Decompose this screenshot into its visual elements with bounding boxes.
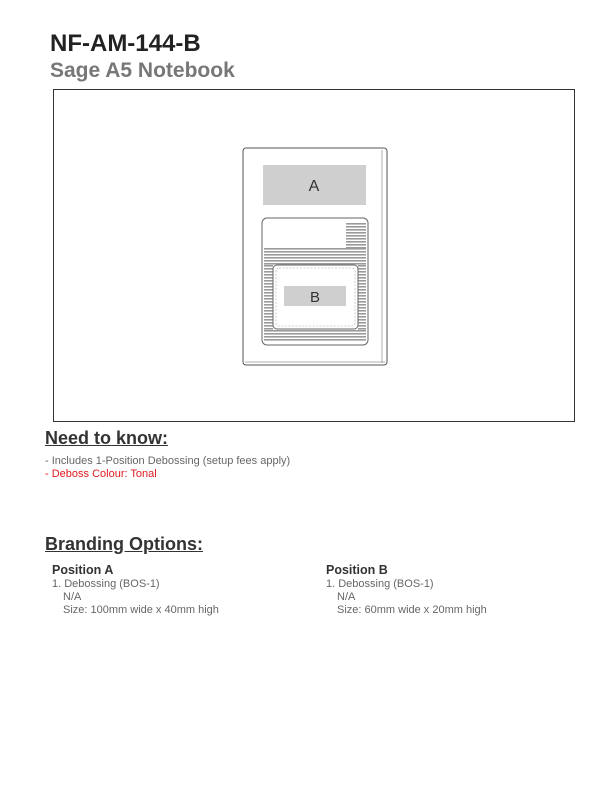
stripe-line [264, 333, 366, 335]
stripe-line [346, 244, 366, 246]
stripe-line [346, 235, 366, 237]
stripe-line [346, 229, 366, 231]
stripe-line [358, 271, 366, 273]
position-a-title: Position A [52, 563, 114, 577]
position-a-value: N/A [63, 591, 82, 603]
need-to-know-heading: Need to know: [45, 428, 169, 448]
note-debossing: - Includes 1-Position Debossing (setup fees apply) [45, 455, 291, 467]
branding-options-heading: Branding Options: [45, 534, 203, 554]
stripe-line [264, 304, 273, 306]
stripe-line [358, 310, 366, 312]
stripe-line [358, 274, 366, 276]
position-a-details [52, 563, 219, 617]
stripe-line [358, 325, 366, 327]
stripe-line [264, 283, 273, 285]
stripe-line [264, 301, 273, 303]
stripe-line [264, 330, 366, 332]
stripe-line [264, 322, 273, 324]
stripe-line [264, 263, 366, 265]
stripe-line [264, 319, 273, 321]
position-b-title: Position B [326, 563, 388, 577]
stripe-line [358, 268, 366, 270]
position-b-label: B [309, 289, 321, 306]
stripe-line [346, 226, 366, 228]
stripe-line [264, 289, 273, 291]
stripe-line [264, 254, 366, 256]
position-a-label: A [308, 178, 320, 195]
stripe-line [358, 292, 366, 294]
notebook-illustration [54, 90, 576, 423]
position-b-method: 1. Debossing (BOS-1) [326, 578, 434, 590]
product-code: NF-AM-144-B [50, 30, 201, 57]
striped-panel [262, 218, 368, 345]
stripe-line [264, 286, 273, 288]
product-preview-frame [53, 89, 575, 422]
stripe-line [264, 298, 273, 300]
stripe-line [358, 283, 366, 285]
stripe-line [346, 223, 366, 225]
stripe-line [358, 316, 366, 318]
stripe-line [264, 268, 273, 270]
stripe-line [358, 277, 366, 279]
stripe-line [264, 316, 273, 318]
stripe-line [264, 336, 366, 338]
stripe-line [264, 248, 366, 250]
stripe-line [264, 339, 366, 341]
stripe-line [264, 257, 366, 259]
stripe-line [358, 304, 366, 306]
stripe-line [264, 265, 273, 267]
stripe-line [264, 325, 273, 327]
position-a-size: Size: 100mm wide x 40mm high [63, 604, 219, 616]
stripe-line [346, 232, 366, 234]
stripe-line [346, 241, 366, 243]
position-b-details [326, 563, 487, 617]
stripe-line [264, 295, 273, 297]
stripe-line [358, 328, 366, 330]
stripe-line [264, 310, 273, 312]
stripe-line [264, 313, 273, 315]
position-b-value: N/A [337, 591, 356, 603]
stripe-line [358, 301, 366, 303]
stripe-line [358, 289, 366, 291]
stripe-line [358, 295, 366, 297]
product-name: Sage A5 Notebook [50, 59, 235, 82]
stripe-line [264, 292, 273, 294]
stripe-line [264, 251, 366, 253]
stripe-line [358, 319, 366, 321]
stripe-line [358, 265, 366, 267]
stripe-line [264, 280, 273, 282]
stripe-line [358, 286, 366, 288]
stripe-line [264, 271, 273, 273]
stripe-line [346, 238, 366, 240]
stripe-line [264, 274, 273, 276]
position-b-size: Size: 60mm wide x 20mm high [337, 604, 487, 616]
stripe-line [264, 277, 273, 279]
stripe-line [358, 313, 366, 315]
stripe-line [358, 280, 366, 282]
stripe-line [264, 260, 366, 262]
position-a-method: 1. Debossing (BOS-1) [52, 578, 160, 590]
stripe-line [264, 328, 273, 330]
stripe-line [358, 307, 366, 309]
note-deboss-colour: - Deboss Colour: Tonal [45, 468, 157, 480]
stripe-line [358, 322, 366, 324]
stripe-line [358, 298, 366, 300]
stripe-line [264, 307, 273, 309]
